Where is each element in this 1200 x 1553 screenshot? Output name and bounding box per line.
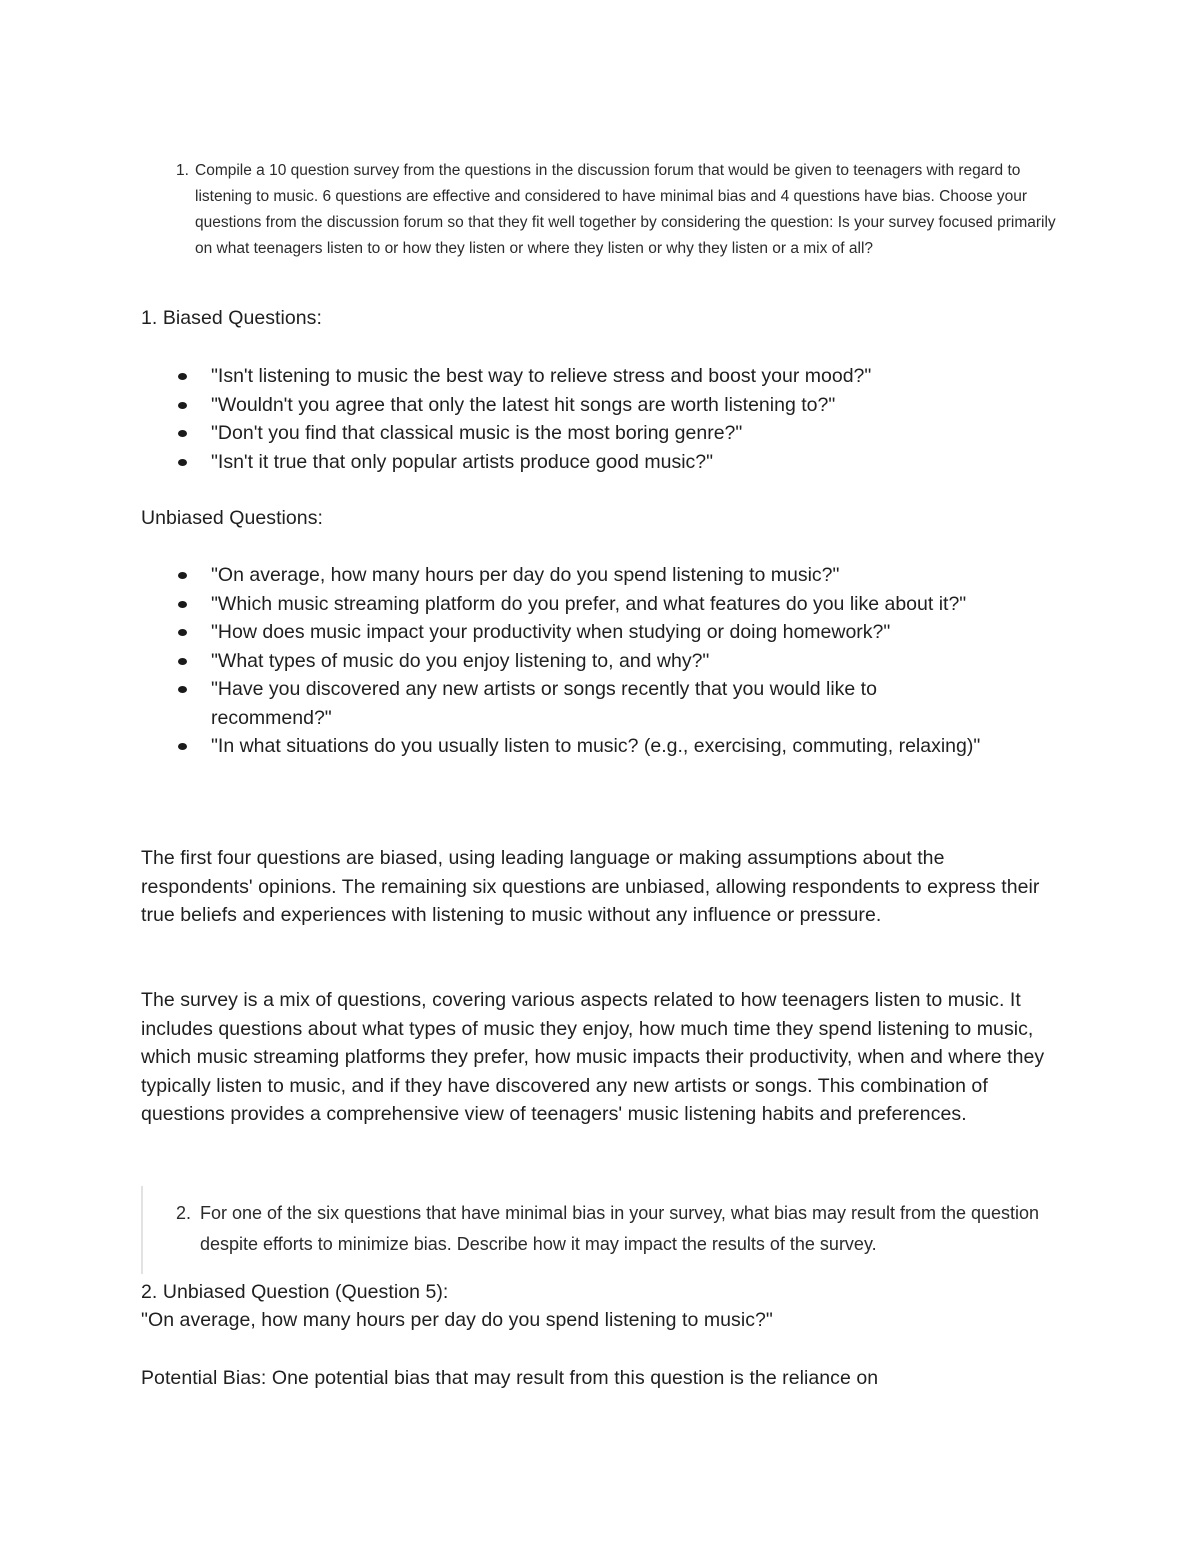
bullet-icon xyxy=(178,743,187,750)
paragraph-analysis: The first four questions are biased, using leading language or making assumptions about the respondents' opinions. The remaining six questions are unbiased, allowing respondents to express their true beliefs and experiences with listening to music without any influence or pressure. xyxy=(141,847,1040,926)
bullet-icon xyxy=(178,459,187,466)
list-item: "Wouldn't you agree that only the latest hit songs are worth listening to?" xyxy=(176,391,1056,420)
bullet-icon xyxy=(178,629,187,636)
list-item: "Have you discovered any new artists or songs recently that you would like to recommend?" xyxy=(176,675,971,732)
list-item: "Isn't listening to music the best way to relieve stress and boost your mood?" xyxy=(176,362,1056,391)
unbiased-list xyxy=(176,561,1056,761)
list-item: "On average, how many hours per day do you spend listening to music?" xyxy=(176,561,1056,590)
list-item: "How does music impact your productivity when studying or doing homework?" xyxy=(176,618,1056,647)
answer-2-question: "On average, how many hours per day do you spend listening to music?" xyxy=(141,1309,773,1331)
prompt-1-text: Compile a 10 question survey from the questions in the discussion forum that would be given to teenagers with regard to listening to music. 6 questions are effective and considered to have minimal bias and 4 questions have bias. Choose your questions from the discussion forum so that they fit well together by considering the question: Is your survey focused primarily on what teenagers listen to or how they listen or where they listen or why they listen or a mix of all? xyxy=(195,162,1056,257)
bullet-icon xyxy=(178,430,187,437)
bullet-icon xyxy=(178,601,187,608)
prompt-2-text: For one of the six questions that have minimal bias in your survey, what bias may result from the question despite efforts to minimize bias. Describe how it may impact the results of the survey. xyxy=(200,1203,1040,1254)
answer-2-heading: 2. Unbiased Question (Question 5): xyxy=(141,1281,449,1303)
answer-2-potential-bias: Potential Bias: One potential bias that may result from this question is the reliance on xyxy=(141,1367,879,1389)
list-item: "What types of music do you enjoy listening to, and why?" xyxy=(176,647,1056,676)
bullet-icon xyxy=(178,658,187,665)
biased-list xyxy=(176,362,1056,476)
paragraph-summary: The survey is a mix of questions, covering various aspects related to how teenagers listen to music. It includes questions about what types of music they enjoy, how much time they spend listening to music, which music streaming platforms they prefer, how music impacts their productivity, when and where they typically listen to music, and if they have discovered any new artists or songs. This combination of questions provides a comprehensive view of teenagers' music listening habits and preferences. xyxy=(141,989,1045,1125)
prompt-2-number: 2. xyxy=(176,1203,192,1223)
prompt-2 xyxy=(176,1198,1076,1260)
bullet-icon xyxy=(178,572,187,579)
list-item: "Which music streaming platform do you prefer, and what features do you like about it?" xyxy=(176,590,1056,619)
prompt-1 xyxy=(176,158,1056,262)
unbiased-heading: Unbiased Questions: xyxy=(141,507,323,529)
bullet-icon xyxy=(178,373,187,380)
list-item: "In what situations do you usually listen to music? (e.g., exercising, commuting, relaxing)" xyxy=(176,732,1001,761)
bullet-icon xyxy=(178,402,187,409)
prompt-1-number: 1. xyxy=(176,162,189,179)
list-item: "Isn't it true that only popular artists produce good music?" xyxy=(176,448,1056,477)
bullet-icon xyxy=(178,686,187,693)
biased-heading: 1. Biased Questions: xyxy=(141,307,322,329)
list-item: "Don't you find that classical music is the most boring genre?" xyxy=(176,419,1056,448)
